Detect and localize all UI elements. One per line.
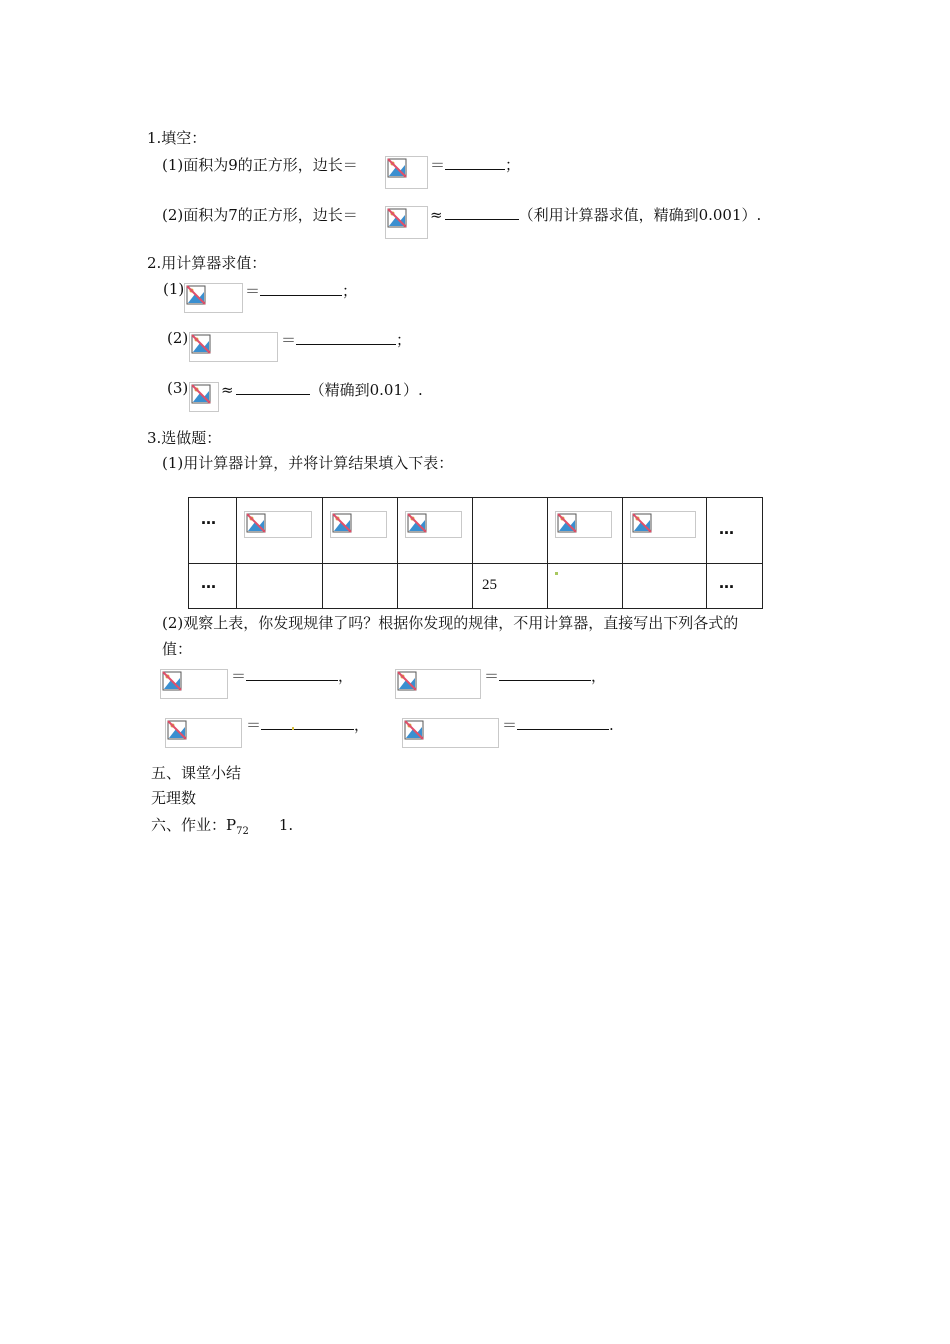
formula-image bbox=[184, 283, 243, 313]
q2-p3-label: (3) bbox=[167, 379, 189, 397]
formula-image bbox=[330, 511, 387, 538]
table-cell[interactable] bbox=[623, 564, 707, 609]
results-table bbox=[188, 497, 763, 609]
broken-image-icon bbox=[191, 334, 211, 354]
homework-item: 1. bbox=[278, 816, 294, 834]
broken-image-icon bbox=[167, 720, 187, 740]
equals-sign: ＝ bbox=[502, 716, 518, 734]
table-cell bbox=[707, 498, 763, 564]
answer-blank[interactable] bbox=[236, 380, 310, 395]
period: . bbox=[609, 716, 614, 734]
answer-blank[interactable] bbox=[246, 666, 338, 681]
table-cell bbox=[548, 498, 623, 564]
table-row bbox=[189, 498, 763, 564]
q3-p2-line1: (2)观察上表，你发现规律了吗？根据你发现的规律，不用计算器，直接写出下列各式的 bbox=[162, 614, 739, 632]
q2-title: 2.用计算器求值： bbox=[147, 254, 267, 272]
broken-image-icon bbox=[397, 671, 417, 691]
formula-image bbox=[402, 718, 499, 748]
q2-p3-note: （精确到0.01）. bbox=[309, 381, 423, 399]
answer-blank[interactable] bbox=[445, 205, 519, 220]
table-cell bbox=[623, 498, 707, 564]
homework-page: 72 bbox=[236, 826, 249, 837]
table-cell bbox=[707, 564, 763, 609]
table-cell bbox=[398, 498, 473, 564]
semicolon: ； bbox=[342, 282, 358, 300]
ellipsis: … bbox=[719, 520, 735, 538]
table-cell[interactable] bbox=[548, 564, 623, 609]
broken-image-icon bbox=[162, 671, 182, 691]
table-value: 25 bbox=[482, 577, 497, 593]
broken-image-icon bbox=[407, 513, 427, 533]
answer-blank[interactable] bbox=[445, 155, 505, 170]
summary-heading: 五、课堂小结 bbox=[151, 764, 242, 782]
formula-image bbox=[160, 669, 228, 699]
dot-mark bbox=[292, 727, 294, 730]
comma: ， bbox=[354, 716, 370, 734]
formula-image bbox=[189, 332, 278, 362]
approx-sign: ≈ bbox=[221, 381, 234, 399]
broken-image-icon bbox=[632, 513, 652, 533]
table-cell[interactable] bbox=[473, 498, 548, 564]
homework-label: 六、作业：P bbox=[151, 816, 237, 834]
formula-image bbox=[189, 382, 219, 412]
formula-image bbox=[385, 156, 428, 189]
equals-sign: ＝ bbox=[484, 667, 500, 685]
q3-p2-line2: 值： bbox=[162, 640, 193, 658]
q1-p2-note: （利用计算器求值，精确到0.001）. bbox=[518, 206, 762, 224]
formula-image bbox=[555, 511, 612, 538]
broken-image-icon bbox=[246, 513, 266, 533]
equals-sign: ＝ bbox=[231, 667, 247, 685]
q1-title: 1.填空： bbox=[147, 129, 207, 147]
table-cell bbox=[473, 564, 548, 609]
q1-p2-prefix: (2)面积为7的正方形，边长＝ bbox=[162, 206, 358, 224]
q2-p1-label: (1) bbox=[163, 280, 185, 298]
q1-p1-prefix: (1)面积为9的正方形，边长＝ bbox=[162, 156, 358, 174]
ellipsis: … bbox=[201, 510, 217, 528]
broken-image-icon bbox=[404, 720, 424, 740]
formula-image bbox=[395, 669, 481, 699]
table-cell bbox=[237, 498, 323, 564]
semicolon: ； bbox=[396, 331, 412, 349]
table-row bbox=[189, 564, 763, 609]
broken-image-icon bbox=[191, 384, 211, 404]
table-cell bbox=[189, 564, 237, 609]
table-cell[interactable] bbox=[237, 564, 323, 609]
equals-sign: ＝ bbox=[281, 331, 297, 349]
formula-image bbox=[165, 718, 242, 748]
table-cell[interactable] bbox=[398, 564, 473, 609]
formula-image bbox=[244, 511, 312, 538]
formula-image bbox=[630, 511, 696, 538]
formula-image bbox=[385, 206, 428, 239]
answer-blank[interactable] bbox=[260, 281, 342, 296]
answer-blank[interactable] bbox=[517, 715, 609, 730]
answer-blank[interactable] bbox=[499, 666, 591, 681]
semicolon: ； bbox=[505, 156, 521, 174]
broken-image-icon bbox=[186, 285, 206, 305]
table-cell bbox=[323, 498, 398, 564]
formula-image bbox=[405, 511, 462, 538]
dot-mark bbox=[555, 572, 558, 575]
q3-title: 3.选做题： bbox=[147, 429, 222, 447]
table-cell bbox=[189, 498, 237, 564]
ellipsis: … bbox=[719, 574, 735, 592]
ellipsis: … bbox=[201, 574, 217, 592]
comma: ， bbox=[338, 667, 354, 685]
answer-blank[interactable] bbox=[296, 330, 396, 345]
equals-sign: ＝ bbox=[246, 716, 262, 734]
equals-sign: ＝ bbox=[245, 282, 261, 300]
comma: ， bbox=[591, 667, 607, 685]
q3-p1-text: (1)用计算器计算，并将计算结果填入下表： bbox=[162, 454, 454, 472]
broken-image-icon bbox=[387, 158, 407, 178]
broken-image-icon bbox=[557, 513, 577, 533]
table-cell[interactable] bbox=[323, 564, 398, 609]
approx-sign: ≈ bbox=[430, 206, 443, 224]
broken-image-icon bbox=[387, 208, 407, 228]
equals-sign: ＝ bbox=[430, 156, 446, 174]
summary-content: 无理数 bbox=[151, 789, 197, 807]
answer-blank[interactable] bbox=[261, 715, 354, 730]
broken-image-icon bbox=[332, 513, 352, 533]
q2-p2-label: (2) bbox=[167, 329, 189, 347]
